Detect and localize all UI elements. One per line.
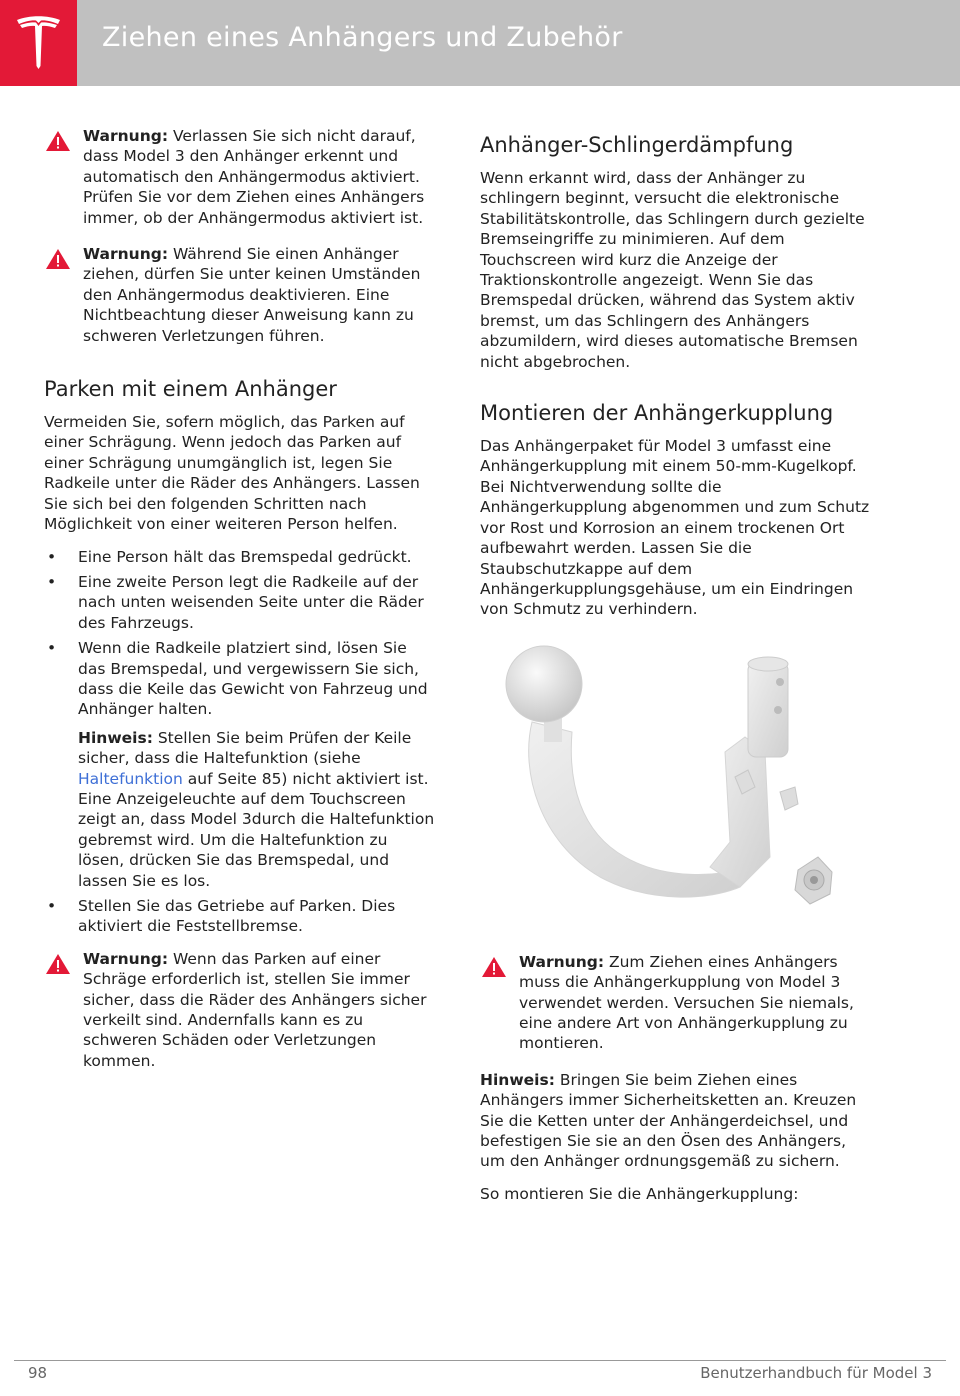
- warning-text: Während Sie einen Anhänger ziehen, dürfen Sie unter keinen Umständen den Anhängermodus deaktivieren. Eine Nichtbeachtung dieser Anweisung kann zu schweren Verletzungen führen.: [83, 245, 421, 345]
- warning-triangle-icon: [45, 248, 71, 270]
- warning-triangle-icon: [481, 956, 507, 978]
- warning-label: Warnung:: [83, 127, 169, 145]
- note-text: Bringen Sie beim Ziehen eines Anhängers immer Sicherheitsketten an. Kreuzen Sie die Ketten unter der Anhängerdeichsel, und befestigen Sie sie an den Ösen des Anhängers, um den Anhänger ordnungsgemäß zu sichern.: [480, 1070, 857, 1171]
- list-item-text: Eine Person hält das Bremspedal gedrückt.: [78, 547, 412, 566]
- left-column: [44, 126, 436, 1087]
- parking-intro: Vermeiden Sie, sofern möglich, das Parken auf einer Schrägung. Wenn jedoch das Parken auf einer Schrägung unumgänglich ist, legen Sie Radkeile unter die Räder des Anhängers. Lassen Sie sich bei den folgenden Schritten nach Möglichkeit von einer weiteren Person helfen.: [44, 413, 420, 534]
- list-item: [44, 896, 436, 937]
- list-item-text: Eine zweite Person legt die Radkeile auf der nach unten weisenden Seite unter die Räder des Fahrzeugs.: [78, 572, 424, 632]
- parking-steps: [44, 547, 436, 720]
- warning-block: [480, 952, 872, 1054]
- warning-triangle-icon: [45, 130, 71, 152]
- sway-paragraph: Wenn erkannt wird, dass der Anhänger zu schlingern beginnt, versucht die elektronische Stabilitätskontrolle, das Schlingern durch gezielte Bremseingriffe zu minimieren. Auf dem Touchscreen wird kurz die Anzeige der Traktionskontrolle angezeigt. Wenn Sie das Bremspedal drücken, während das System aktiv bremst, um das Schlingern des Anhängers abzumildern, wird dieses automatische Bremsen nicht abgebrochen.: [480, 169, 865, 371]
- note-block: [480, 1070, 872, 1172]
- warning-triangle-icon: [45, 953, 71, 975]
- section-heading-hitch: Montieren der Anhängerkupplung: [480, 401, 834, 426]
- warning-block: [44, 126, 436, 228]
- warning-block: [44, 244, 436, 346]
- tesla-logo-icon: [15, 14, 62, 70]
- bullet: •: [47, 897, 57, 915]
- list-item: [44, 572, 436, 633]
- right-column: [480, 132, 872, 1216]
- list-item-text: Stellen Sie das Getriebe auf Parken. Dies aktiviert die Feststellbremse.: [78, 897, 396, 936]
- section-heading-sway: Anhänger-Schlingerdämpfung: [480, 133, 794, 157]
- footer-divider: [14, 1360, 946, 1361]
- bullet: •: [47, 572, 57, 591]
- parking-steps-continued: [44, 896, 436, 937]
- hitch-install-intro: So montieren Sie die Anhängerkupplung:: [480, 1184, 799, 1203]
- warning-text: Verlassen Sie sich nicht darauf, dass Model 3 den Anhänger erkennt und automatisch den Anhängermodus aktiviert. Prüfen Sie vor dem Ziehen eines Anhängers immer, ob der Anhängermodus aktiviert ist.: [83, 127, 425, 227]
- warning-label: Warnung:: [519, 952, 605, 971]
- warning-label: Warnung:: [83, 949, 169, 968]
- note-text: auf Seite 85) nicht aktiviert ist. Eine Anzeigeleuchte auf dem Touchscreen zeigt an, dass Model 3durch die Haltefunktion gebremst wird. Um die Haltefunktion zu lösen, drücken Sie das Bremspedal, und lassen Sie es los.: [78, 769, 435, 890]
- section-heading-parking: Parken mit einem Anhänger: [44, 377, 337, 402]
- warning-block: [44, 949, 436, 1071]
- brand-logo: [0, 0, 77, 86]
- warning-label: Warnung:: [83, 245, 169, 264]
- list-item: [44, 638, 436, 720]
- bullet: •: [47, 639, 57, 658]
- note-block: [44, 728, 436, 891]
- page-title: Ziehen eines Anhängers und Zubehör: [102, 22, 623, 53]
- warning-text: Wenn das Parken auf einer Schräge erforderlich ist, stellen Sie immer sicher, dass die Räder des Anhängers sicher verkeilt sind. Andernfalls kann es zu schweren Schäden oder Verletzungen kommen.: [83, 949, 427, 1070]
- hitch-paragraph: Das Anhängerpaket für Model 3 umfasst eine Anhängerkupplung mit einem 50-mm-Kugelkopf. Bei Nichtverwendung sollte die Anhängerkupplung abgenommen und zum Schutz vor Rost und Korrosion an einem trockenen Ort aufbewahrt werden. Lassen Sie die Staubschutzkappe auf dem Anhängerkupplungsgehäuse, um ein Eindringen von Schmutz zu verhindern.: [480, 437, 870, 619]
- warning-text: Zum Ziehen eines Anhängers muss die Anhängerkupplung von Model 3 verwendet werden. Versuchen Sie niemals, eine andere Art von Anhängerkupplung zu montieren.: [519, 952, 854, 1053]
- bullet: •: [47, 547, 57, 566]
- note-label: Hinweis:: [480, 1070, 555, 1089]
- page-number: 98: [28, 1364, 48, 1382]
- tow-hitch-icon: [480, 642, 872, 932]
- haltefunktion-link[interactable]: Haltefunktion: [78, 769, 183, 788]
- note-label: Hinweis:: [78, 728, 153, 747]
- footer-title: Benutzerhandbuch für Model 3: [700, 1364, 932, 1382]
- list-item: [44, 547, 436, 567]
- note-text: Stellen Sie beim Prüfen der Keile sicher, dass die Haltefunktion (siehe: [78, 728, 412, 768]
- tow-hitch-illustration: [480, 642, 872, 932]
- page-header: [0, 0, 960, 86]
- list-item-text: Wenn die Radkeile platziert sind, lösen Sie das Bremspedal, und vergewissern Sie sich, dass die Keile das Gewicht von Fahrzeug und Anhänger halten.: [78, 639, 428, 719]
